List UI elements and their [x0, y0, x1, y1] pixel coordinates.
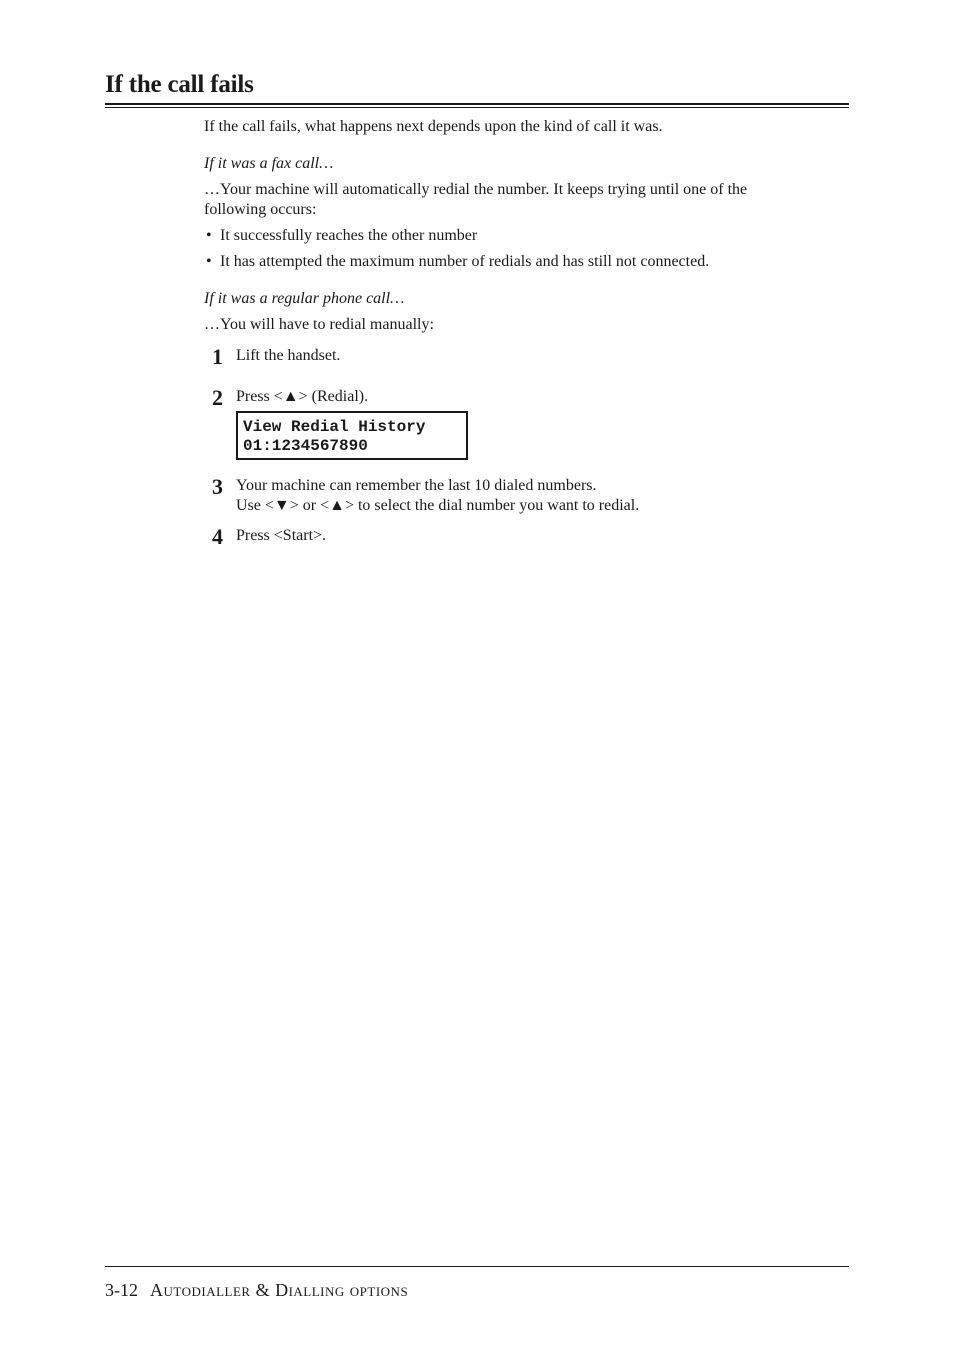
heading-rule-thick [105, 103, 849, 105]
step-text: Press <Start>. [236, 527, 327, 544]
step-number: 4 [212, 524, 223, 549]
step-text: Use <▼> or <▲> to select the dial number you want to redial. [236, 497, 640, 514]
page-number: 3-12 [105, 1280, 138, 1300]
fax-text-line2: following occurs: [204, 201, 317, 218]
page-heading: If the call fails [105, 71, 254, 98]
bullet-glyph: • [206, 253, 212, 270]
intro-paragraph: If the call fails, what happens next depends upon the kind of call it was. [204, 118, 663, 135]
phone-text: …You will have to redial manually: [204, 316, 434, 333]
lcd-line: View Redial History [243, 418, 426, 436]
step-number: 1 [212, 344, 223, 369]
step-text: Press <▲> (Redial). [236, 388, 369, 405]
lcd-line: 01:1234567890 [243, 437, 368, 455]
bullet-item: It successfully reaches the other number [220, 227, 478, 244]
fax-text-line1: …Your machine will automatically redial the number. It keeps trying until one of the [204, 181, 748, 198]
phone-subheading: If it was a regular phone call… [204, 290, 405, 307]
step-number: 2 [212, 385, 223, 410]
step-text: Your machine can remember the last 10 dialed numbers. [236, 477, 597, 494]
fax-subheading: If it was a fax call… [204, 155, 334, 172]
bullet-glyph: • [206, 227, 212, 244]
step-number: 3 [212, 474, 223, 499]
heading-rule-thin [105, 107, 849, 108]
page-footer [105, 1279, 408, 1301]
step-text: Lift the handset. [236, 347, 341, 364]
section-title: Autodialler & Dialling options [150, 1280, 409, 1300]
footer-rule [105, 1266, 849, 1267]
bullet-item: It has attempted the maximum number of redials and has still not connected. [220, 253, 710, 270]
lcd-display [236, 411, 468, 460]
